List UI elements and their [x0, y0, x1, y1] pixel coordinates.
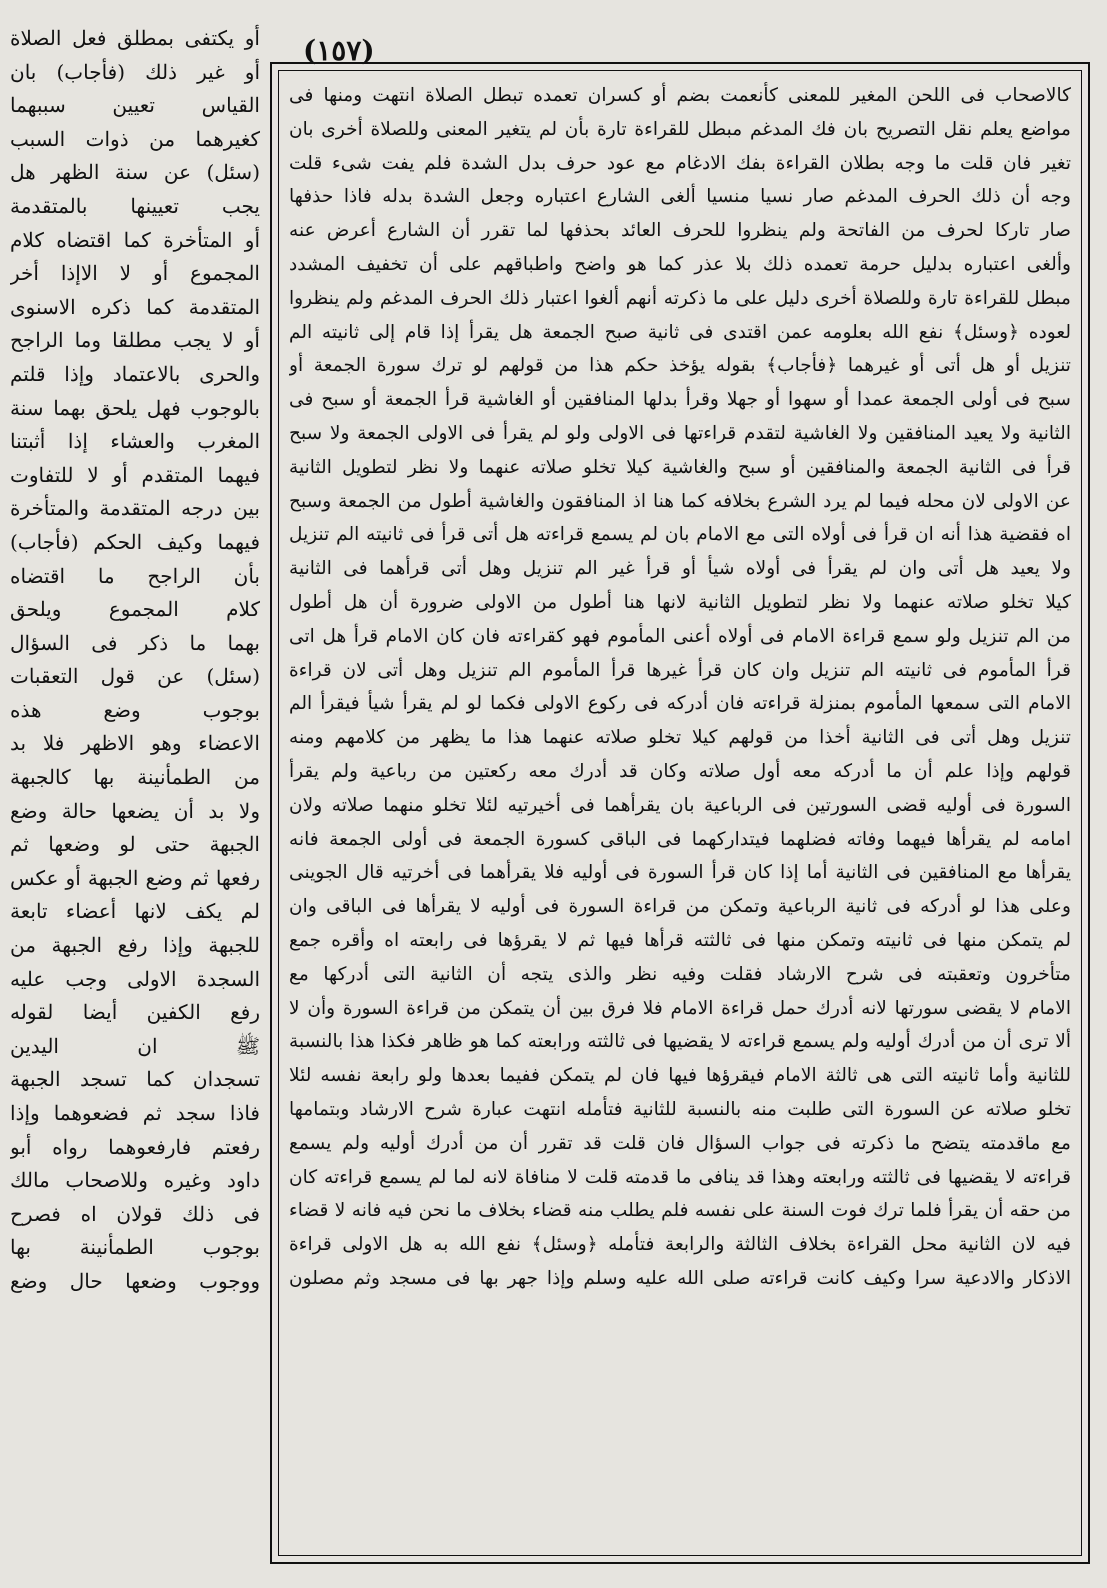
margin-line: ووجوب وضعها حال وضع	[10, 1268, 260, 1293]
margin-line: بين درجه المتقدمة والمتأخرة	[10, 496, 260, 521]
margin-line: فى ذلك قولان اه فصرح	[10, 1201, 260, 1226]
main-text-line: وألغى اعتباره بدليل حرمة تعمده ذلك بلا عذر كما هو واضح واطباقهم على أن تخفيف المشدد	[289, 253, 1071, 275]
main-text-line: من حقه أن يقرأ فلما ترك فوت السنة على نفسه فلم يطلب منه قضاء بخلاف ما نحن فيه فانه لا قضاء	[289, 1200, 1071, 1222]
main-text-line: لم يتمكن منها فى ثانيته وتمكن منها فى ثالثته قرأها فيها ثم لا يقرؤها فى رابعته اه وأقره جمع	[289, 929, 1071, 951]
main-text-line: السورة فى أوليه قضى السورتين فى الرباعية بان يقرأهما فى أخيرتيه لئلا تخلو منهما صلاته ولان	[289, 794, 1071, 816]
margin-line: كلام المجموع ويلحق	[10, 597, 260, 622]
main-text-line: من الم تنزيل ولو سمع قراءة الامام فى أولاه أعنى المأموم فهو كقراءته فان كان الامام قرأ هل اتى	[289, 625, 1071, 647]
main-text-body	[289, 79, 1071, 1296]
margin-line: بوجوب وضع هذه	[10, 697, 260, 722]
margin-line: يجب تعيينها بالمتقدمة	[10, 193, 260, 218]
main-text-line: وعلى هذا لو أدركه فى ثانية الرباعية وتمكن من قراءة السورة فى أوليه لا يقرأها فى الباقى وان	[289, 896, 1071, 918]
main-text-line: تغير فان قلت ما وجه بطلان القراءة بفك الادغام مع عود حرف بدل الشدة فلم يفت شىء قلت	[289, 152, 1071, 174]
main-text-line: تنزيل وهل أتى فى الثانية أخذا من قولهم كيلا تخلو صلاته عنهما هذا ما يظهر من كلامهم ومنه	[289, 727, 1071, 749]
margin-line: رفعها ثم وضع الجبهة أو عكس	[10, 865, 260, 890]
margin-commentary	[10, 22, 260, 1299]
margin-line: أو المتأخرة كما اقتضاه كلام	[10, 227, 260, 252]
main-text-line: فيه لان الثانية محل القراءة بخلاف الثالثة والرابعة فتأمله ﴿وسئل﴾ نفع الله به هل الاولى قراءة	[289, 1234, 1071, 1256]
margin-line: فيهما وكيف الحكم (فأجاب)	[10, 529, 260, 554]
margin-line: أو يكتفى بمطلق فعل الصلاة	[10, 26, 260, 50]
main-text-line: سبح فى أولى الجمعة عمدا أو سهوا أو جهلا وقرأ بدلها المنافقين أو الغاشية قرأ الجمعة أو سبح فى	[289, 389, 1071, 411]
main-text-line: متأخرون وتعقبته فى شرح الارشاد فقلت وفيه نظر والذى يتجه أن الثانية التى أدركها مع	[289, 963, 1071, 985]
main-text-line: عن الاولى لان محله فيما لم يرد الشرع بخلافه كما هنا اذ المنافقون والغاشية أطول من الجمعة وسبح	[289, 490, 1071, 512]
margin-line: بهما ما ذكر فى السؤال	[10, 630, 260, 655]
margin-line: بالوجوب فهل يلحق بهما سنة	[10, 395, 260, 420]
main-text-line: امامه لم يقرأها فيهما وفاته فضلهما فيتداركهما فى الباقى كسورة الجمعة فى أولى الجمعة فانه	[289, 828, 1071, 850]
margin-line: الجبهة حتى لو وضعها ثم	[10, 832, 260, 857]
main-text-line: ولا يعيد هل أتى وان لم يقرأ فى أولاه شيأ أو قرأ غير الم تنزيل وهل أتى قرأهما فى الثانية	[289, 558, 1071, 580]
margin-line: (سئل) عن سنة الظهر هل	[10, 160, 260, 185]
main-text-inner-border	[278, 70, 1082, 1556]
margin-line: المجموع أو لا الاإذا أخر	[10, 261, 260, 286]
margin-line: كغيرهما من ذوات السبب	[10, 126, 260, 151]
main-text-line: مبطل للقراءة تارة وللصلاة أخرى دليل على ما ذكرته أنهم ألغوا اعتبار ذلك الحرف المدغم ولم ينظروا	[289, 287, 1071, 309]
margin-line: رفع الكفين أيضا لقوله	[10, 1000, 260, 1025]
main-text-line: كالاصحاب فى اللحن المغير للمعنى كأنعمت بضم أو كسران تعمده تبطل الصلاة انتهت ومنها فى	[289, 85, 1071, 106]
margin-line: المغرب والعشاء إذا أثبتنا	[10, 429, 260, 454]
margin-line: ولا بد أن يضعها حالة وضع	[10, 798, 260, 823]
main-text-line: قولهم وإذا علم أن ما أدركه معه أول صلاته وكان قد أدرك معه ركعتين من رباعية ولم يقرأ	[289, 760, 1071, 782]
main-text-line: الامام لا يقضى سورتها لانه أدرك حمل قراءة الامام فلا فرق بين أن يتمكن من قراءة السورة وأن لا	[289, 997, 1071, 1019]
margin-line: لم يكف لانها أعضاء تابعة	[10, 899, 260, 924]
margin-line: ﷺ ان اليدين	[10, 1033, 260, 1058]
main-text-line: قرأ المأموم فى ثانيته الم تنزيل وان كان قرأ غيرها قرأ المأموم الم تنزيل وهل أتى لان قراءة	[289, 659, 1071, 681]
main-text-line: مواضع يعلم نقل التصريح بان فك المدغم مبطل للقراءة تارة بأن لم يتغير المعنى وللصلاة أخرى بان	[289, 118, 1071, 140]
margin-line: رفعتم فارفعوهما رواه أبو	[10, 1134, 260, 1159]
main-text-frame	[270, 62, 1090, 1564]
margin-line: أو غير ذلك (فأجاب) بان	[10, 59, 260, 84]
main-text-line: ألا ترى أن من أدرك أوليه ولم يسمع قراءته لا يقضيها فى ثالثته ورابعته كما هو ظاهر فكذا هذا بالنسبة	[289, 1031, 1071, 1053]
page-number: (١٥٧)	[303, 34, 375, 67]
margin-line: الاعضاء وهو الاظهر فلا بد	[10, 731, 260, 756]
margin-line: بوجوب الطمأنينة بها	[10, 1235, 260, 1260]
margin-line: السجدة الاولى وجب عليه	[10, 966, 260, 991]
main-text-line: للثانية وأما ثانيته التى هى ثالثة الامام فيقرؤها فيها فان لم يتمكن ففيما بعدها ولو رابعة نفسه لئلا	[289, 1065, 1071, 1087]
margin-line: القياس تعيين سببهما	[10, 93, 260, 118]
main-text-line: الاذكار والادعية سرا وكيف كانت قراءته صلى الله عليه وسلم وإذا جهر بها فى مسجد وثم مصلون	[289, 1267, 1071, 1289]
main-text-line: اه فقضية هذا أنه ان قرأ فى أولاه التى مع الامام بان لم يسمع قراءته هل أتى قرأ فى ثانيته الم تنزيل	[289, 524, 1071, 546]
main-text-line: وجه أن ذلك الحرف المدغم صار نسيا منسيا ألغى الشارع اعتباره وجعل الشدة بدله فاذا حذفها	[289, 186, 1071, 208]
main-text-line: لعوده ﴿وسئل﴾ نفع الله بعلومه عمن اقتدى فى ثانية صبح الجمعة هل يقرأ إذا قام إلى ثانيته الم	[289, 321, 1071, 343]
main-text-line: قراءته لا يقضيها فى ثالثته ورابعته وهذا قد ينافى ما قدمته قلت لا منافاة لانه لما لم يسمع قراءته كان	[289, 1166, 1071, 1188]
margin-line: تسجدان كما تسجد الجبهة	[10, 1067, 260, 1092]
main-text-line: مع ماقدمته يتضح ما ذكرته فى جواب السؤال فان قلت قد تقرر أن من أدرك أوليه ولم يسمع	[289, 1132, 1071, 1154]
margin-line: فيهما المتقدم أو لا للتفاوت	[10, 462, 260, 487]
margin-line: أو لا يجب مطلقا وما الراجح	[10, 328, 260, 353]
main-text-line: قرأ فى الثانية الجمعة والمنافقين أو سبح والغاشية كيلا تخلو صلاته عنهما ولا نظر لتطويل الثانية	[289, 456, 1071, 478]
main-text-line: كيلا تخلو صلاته عنهما ولا نظر لتطويل الثانية لانها هنا أطول من الاولى ضرورة أن هل أطول	[289, 591, 1071, 613]
main-text-line: الثانية ولا يعيد المنافقين ولا الغاشية لتقدم قراءتها فى الاولى ولو لم يقرأ فى الاولى الجمعة ولا سبح	[289, 422, 1071, 444]
margin-line: (سئل) عن قول التعقبات	[10, 664, 260, 689]
main-text-line: صار تاركا لحرف من الفاتحة ولم ينظروا للحرف العائد بحذفها لما تقرر أن الشارع أعرض عنه	[289, 220, 1071, 242]
main-text-line: يقرأها مع المنافقين فى الثانية أما إذا كان قرأ السورة فى أوليه فلا يقرأهما فى أخرتيه قال الجوينى	[289, 862, 1071, 884]
main-text-line: تخلو صلاته عن السورة التى طلبت منه بالنسبة للثانية فتأمله انتهت عبارة شرح الارشاد وبتمامها	[289, 1098, 1071, 1120]
margin-line: المتقدمة كما ذكره الاسنوى	[10, 294, 260, 319]
main-text-line: تنزيل أو هل أتى أو غيرهما ﴿فأجاب﴾ بقوله يؤخذ حكم هذا من قولهم لو ترك سورة الجمعة أو	[289, 355, 1071, 377]
margin-line: من الطمأنينة بها كالجبهة	[10, 765, 260, 790]
margin-line: للجبهة وإذا رفع الجبهة من	[10, 933, 260, 958]
margin-line: داود وغيره وللاصحاب مالك	[10, 1168, 260, 1193]
margin-line: بأن الراجح ما اقتضاه	[10, 563, 260, 588]
margin-line: فاذا سجد ثم فضعوهما وإذا	[10, 1101, 260, 1125]
margin-line: والحرى بالاعتماد وإذا قلتم	[10, 361, 260, 386]
main-text-line: الامام التى سمعها المأموم بمنزلة قراءته فان أدركه فى ركوع الاولى فكما لو لم يقرأ شيأ فيقرأ الم	[289, 693, 1071, 715]
